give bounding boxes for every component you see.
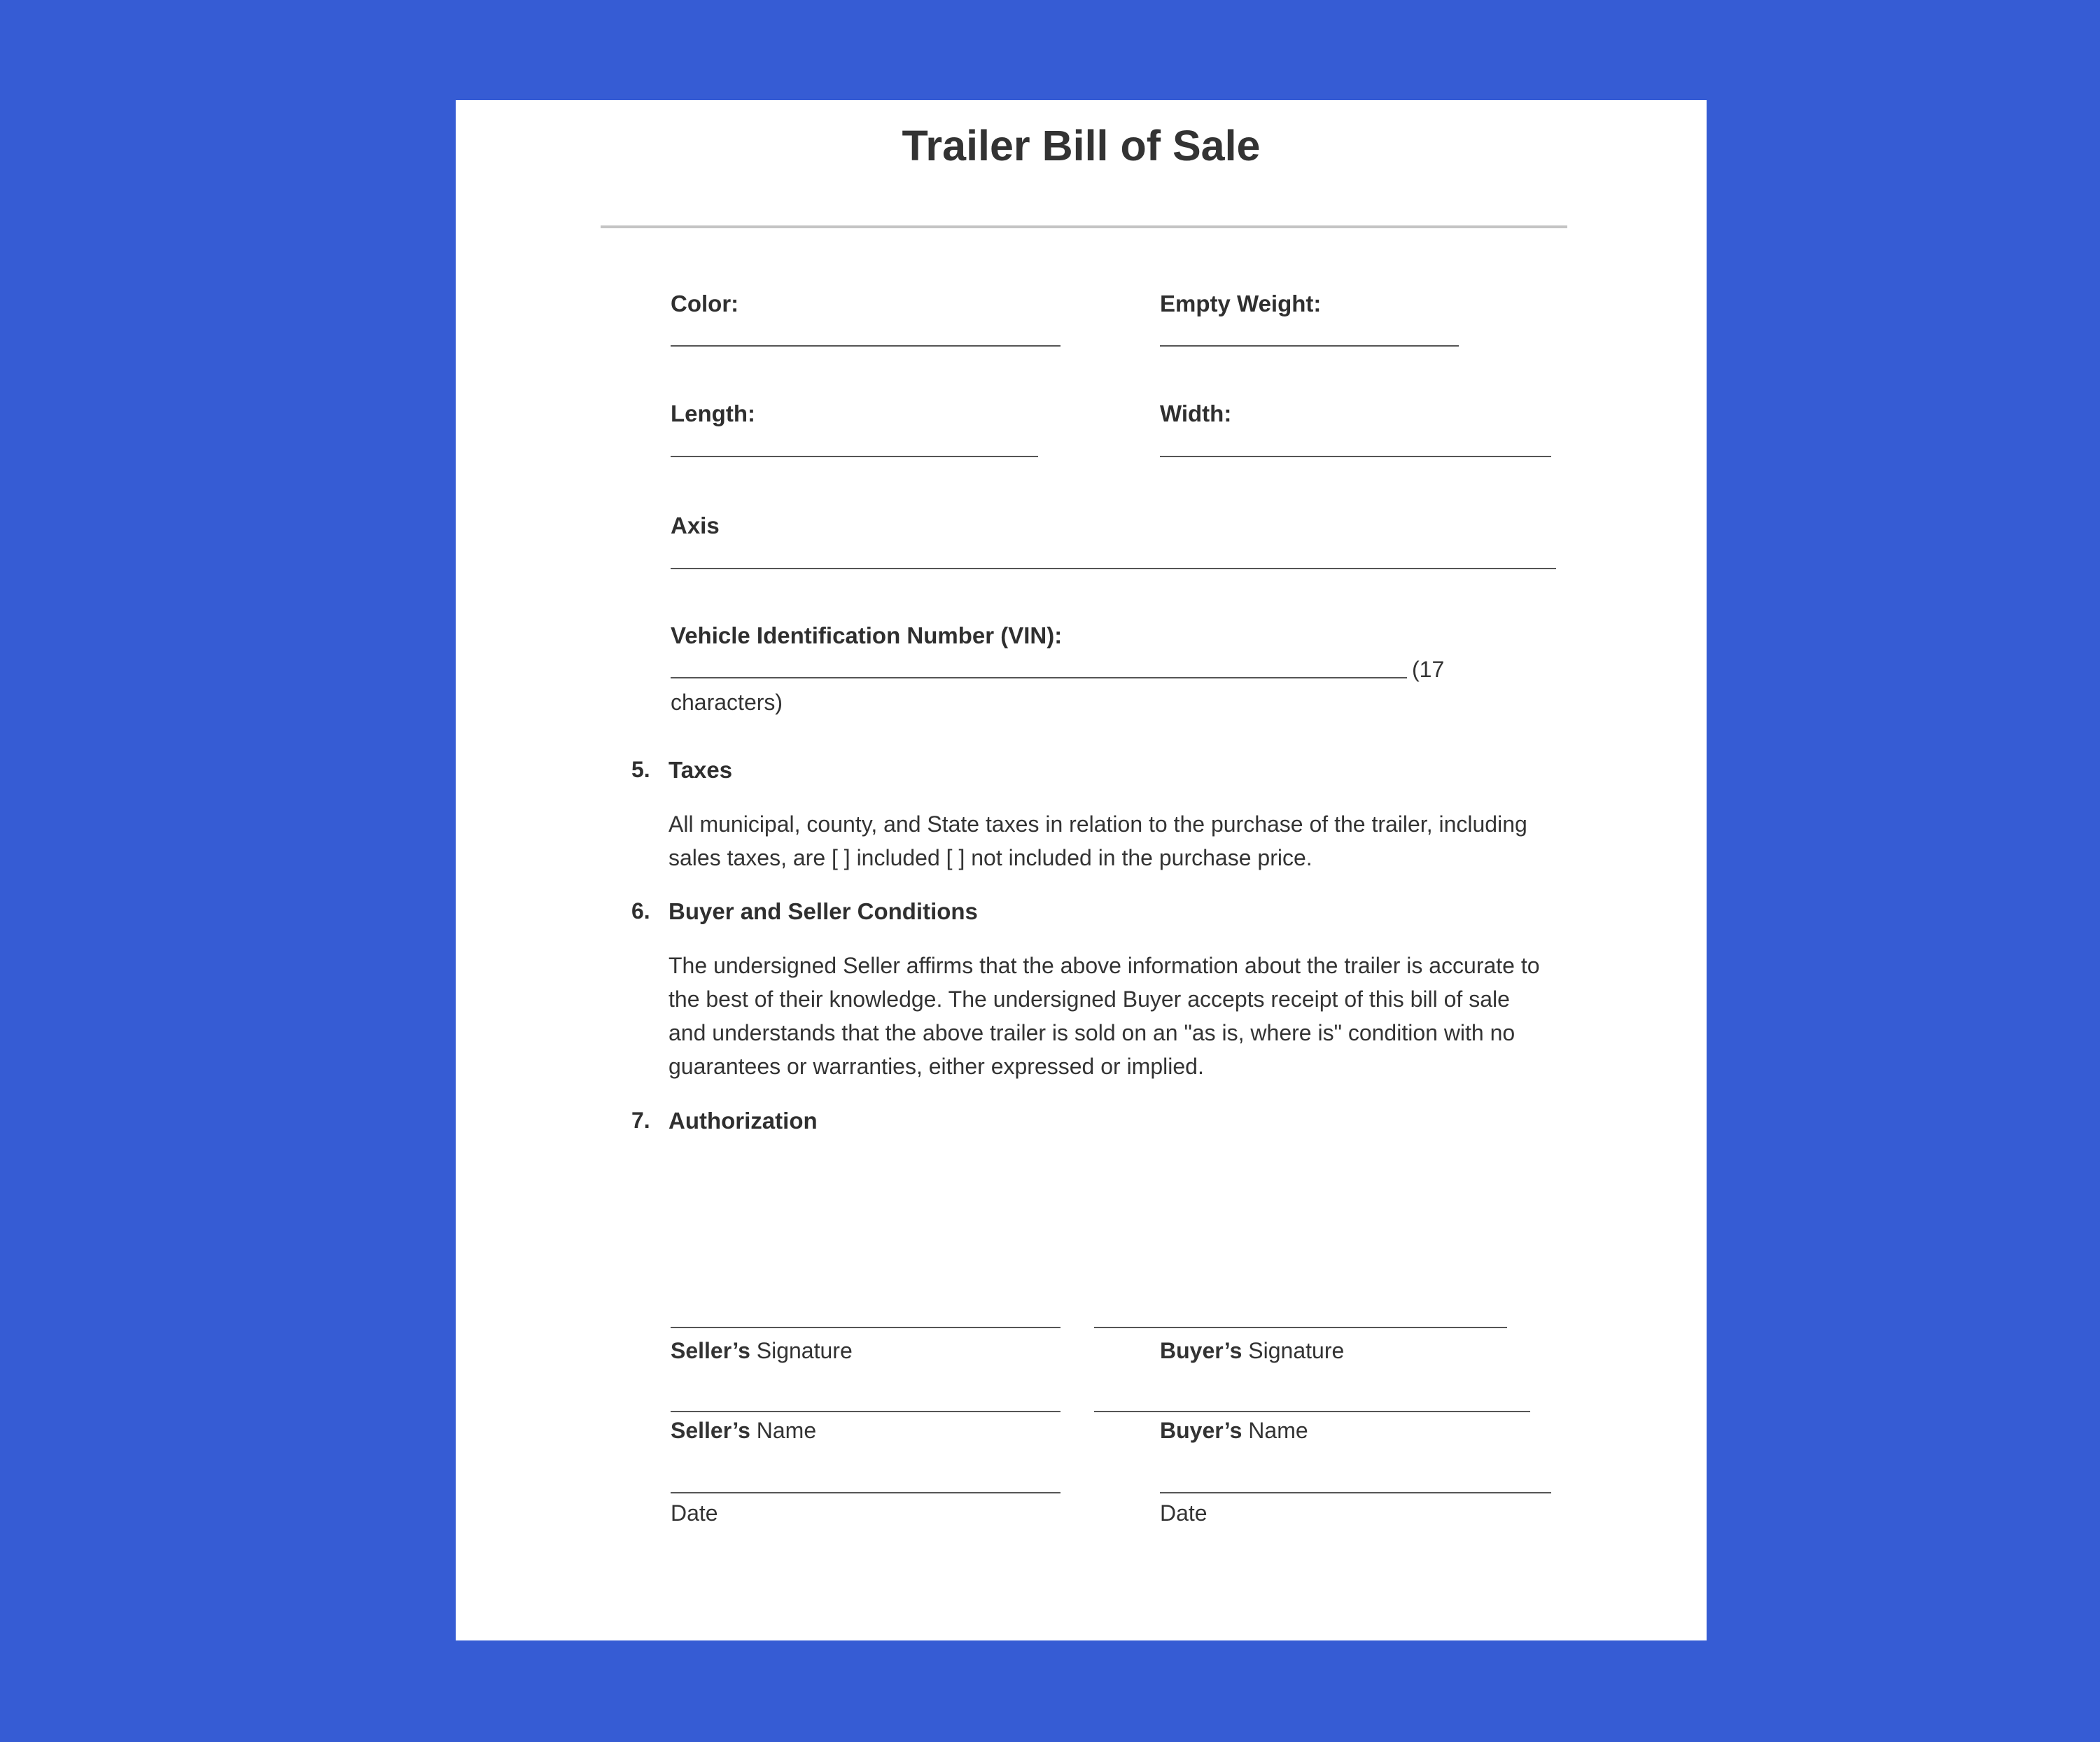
section-number-6: 6. — [631, 898, 650, 924]
name-word: Name — [1242, 1418, 1308, 1443]
seller-name-line[interactable] — [671, 1411, 1060, 1412]
seller-possessive: Seller’s — [671, 1418, 750, 1443]
section-number-5: 5. — [631, 757, 650, 782]
vin-label: Vehicle Identification Number (VIN): — [671, 622, 1063, 648]
color-field[interactable] — [671, 345, 1060, 347]
vin-length-note-cont: characters) — [671, 690, 783, 715]
buyer-possessive: Buyer’s — [1160, 1338, 1242, 1363]
length-label: Length: — [671, 400, 755, 426]
seller-signature-label — [671, 1338, 853, 1364]
color-label: Color: — [671, 291, 739, 316]
taxes-line: All municipal, county, and State taxes in relation to the purchase of the trailer, including — [668, 811, 1527, 837]
name-word: Name — [750, 1418, 817, 1443]
axis-field[interactable] — [671, 568, 1556, 569]
conditions-line: the best of their knowledge. The undersigned Buyer accepts receipt of this bill of sale — [668, 987, 1510, 1012]
axis-label: Axis — [671, 513, 720, 538]
width-field[interactable] — [1160, 456, 1551, 457]
seller-possessive: Seller’s — [671, 1338, 750, 1363]
conditions-line: guarantees or warranties, either expressed or implied. — [668, 1054, 1204, 1079]
empty-weight-field[interactable] — [1160, 345, 1459, 347]
seller-name-label — [671, 1418, 816, 1444]
conditions-line: The undersigned Seller affirms that the above information about the trailer is accurate to — [668, 953, 1540, 978]
buyer-name-line[interactable] — [1094, 1411, 1530, 1412]
seller-signature-line[interactable] — [671, 1327, 1060, 1328]
section-heading-taxes: Taxes — [668, 757, 733, 783]
signature-word: Signature — [1242, 1338, 1345, 1363]
vin-field[interactable] — [671, 677, 1407, 678]
buyer-possessive: Buyer’s — [1160, 1418, 1242, 1443]
section-number-7: 7. — [631, 1108, 650, 1133]
buyer-name-label — [1160, 1418, 1308, 1444]
length-field[interactable] — [671, 456, 1038, 457]
title-divider — [601, 225, 1567, 228]
document-title: Trailer Bill of Sale — [902, 122, 1261, 169]
empty-weight-label: Empty Weight: — [1160, 291, 1322, 316]
section-heading-authorization: Authorization — [668, 1108, 818, 1134]
buyer-signature-label — [1160, 1338, 1344, 1364]
buyer-signature-line[interactable] — [1094, 1327, 1507, 1328]
conditions-line: and understands that the above trailer is sold on an "as is, where is" condition with no — [668, 1020, 1516, 1045]
conditions-paragraph — [668, 949, 1540, 1083]
taxes-paragraph — [668, 807, 1527, 875]
vin-length-note: (17 — [1412, 657, 1445, 682]
signature-word: Signature — [750, 1338, 853, 1363]
document-page — [456, 100, 1707, 1640]
seller-date-label: Date — [671, 1500, 718, 1526]
seller-date-line[interactable] — [671, 1492, 1060, 1493]
width-label: Width: — [1160, 400, 1232, 426]
buyer-date-label: Date — [1160, 1500, 1208, 1526]
buyer-date-line[interactable] — [1160, 1492, 1551, 1493]
section-heading-conditions: Buyer and Seller Conditions — [668, 898, 978, 924]
taxes-line: sales taxes, are [ ] included [ ] not included in the purchase price. — [668, 845, 1312, 870]
